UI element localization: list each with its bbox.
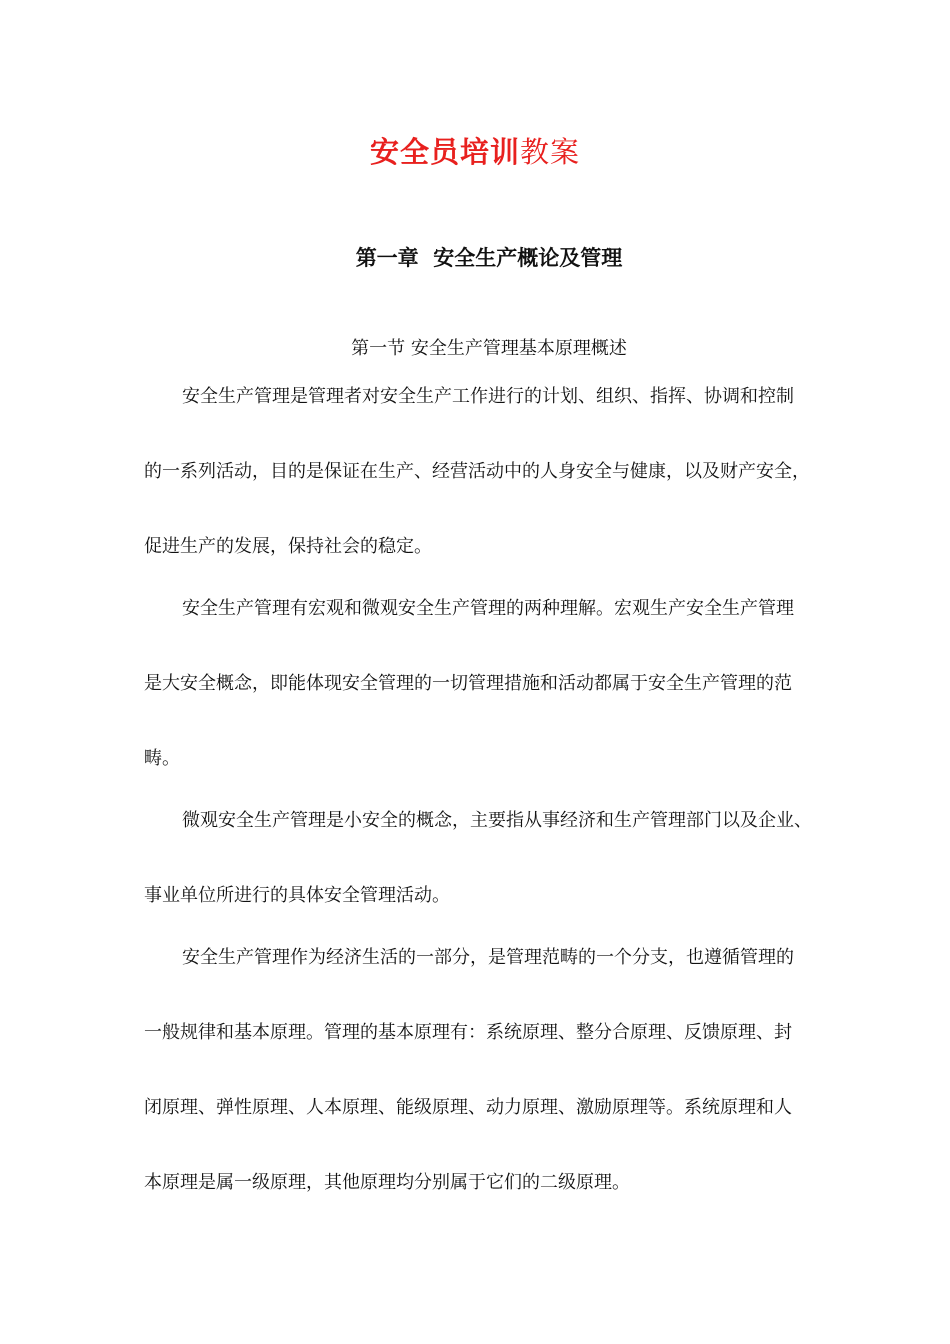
section-title: 第一节 安全生产管理基本原理概述 (351, 338, 627, 359)
document-title-suffix: 教案 (520, 135, 581, 169)
document-title (0, 132, 950, 172)
paragraph-4-line-4: 本原理是属一级原理，其他原理均分别属于它们的二级原理。 (144, 1172, 630, 1193)
paragraph-2-line-2: 是大安全概念，即能体现安全管理的一切管理措施和活动都属于安全生产管理的范 (144, 673, 792, 694)
paragraph-4-line-2: 一般规律和基本原理。管理的基本原理有：系统原理、整分合原理、反馈原理、封 (144, 1022, 792, 1043)
paragraph-2-line-3: 畴。 (144, 748, 180, 769)
paragraph-2-line-1: 安全生产管理有宏观和微观安全生产管理的两种理解。宏观生产安全生产管理 (182, 598, 794, 619)
paragraph-1-line-2: 的一系列活动，目的是保证在生产、经营活动中的人身安全与健康，以及财产安全， (144, 461, 810, 482)
chapter-title: 第一章 安全生产概论及管理 (355, 246, 623, 270)
paragraph-3-line-1: 微观安全生产管理是小安全的概念，主要指从事经济和生产管理部门以及企业、 (182, 810, 812, 831)
paragraph-3-line-2: 事业单位所进行的具体安全管理活动。 (144, 885, 450, 906)
paragraph-1-line-1: 安全生产管理是管理者对安全生产工作进行的计划、组织、指挥、协调和控制 (182, 386, 794, 407)
document-title-main: 安全员培训 (369, 135, 520, 169)
paragraph-1-line-3: 促进生产的发展，保持社会的稳定。 (144, 536, 432, 557)
paragraph-4-line-1: 安全生产管理作为经济生活的一部分，是管理范畴的一个分支，也遵循管理的 (182, 947, 794, 968)
paragraph-4-line-3: 闭原理、弹性原理、人本原理、能级原理、动力原理、激励原理等。系统原理和人 (144, 1097, 792, 1118)
